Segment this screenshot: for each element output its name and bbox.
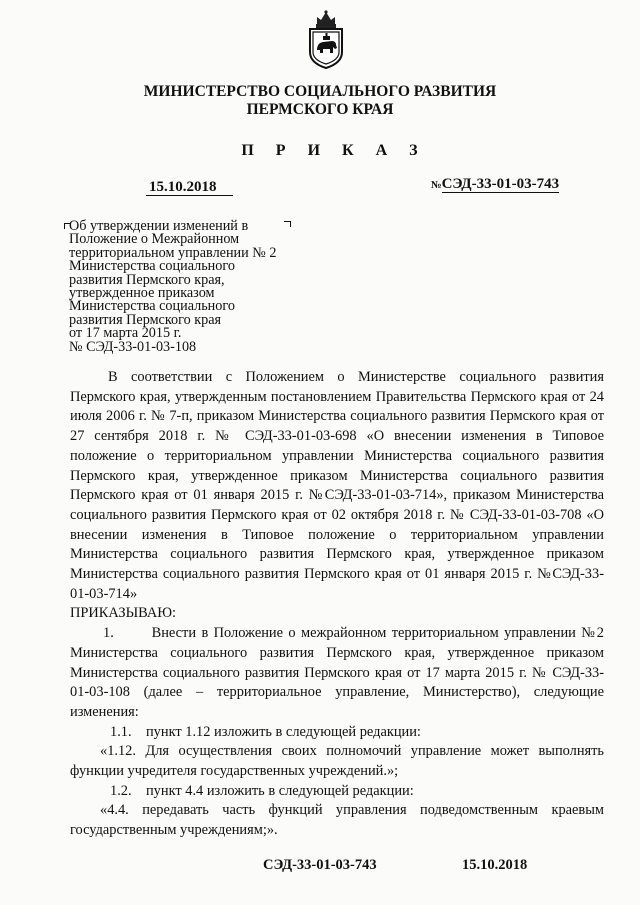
order-number-value: СЭД-33-01-03-743 xyxy=(441,176,560,192)
footer-number: СЭД-33-01-03-743 xyxy=(263,857,377,873)
subject-line: от 17 марта 2015 г. xyxy=(69,325,182,342)
order-directive: ПРИКАЗЫВАЮ: xyxy=(70,605,177,622)
order-number xyxy=(431,176,559,194)
item-1-2-text: «4.4. передавать часть функций управления подведомственным краевым государственным учреждениям;». xyxy=(70,802,604,839)
subject-line: Министерства социального xyxy=(69,258,235,275)
order-date: 15.10.2018 xyxy=(146,179,233,196)
order-subject xyxy=(69,220,309,354)
subject-line: развития Пермского края, xyxy=(69,271,225,288)
preamble-paragraph: В соответствии с Положением о Министерстве социального развития Пермского края, утвержденным постановлением Правительства Пермского края от 24 июля 2006 г. № 7-п, приказом Министерства социального развития Пермского края от 27 сентября 2018 г. № СЭД-33-01-03-698 «О внесении изменения в Типовое положение о территориальном управлении Министерства социального развития Пермского края, утвержденное приказом Министерства социального развития Пермского края от 01 января 2015 г. №СЭД-33-01-03-714», приказом Министерства социального развития Пермского края от 02 октября 2018 г. № СЭД-33-01-03-708 «О внесении изменения в Типовое положение о территориальном управлении Министерства социального развития Пермского края, утвержденное приказом Министерства социального развития Пермского края от 01 января 2015 г. №СЭД-33-01-03-714» xyxy=(70,369,604,602)
perm-krai-coat-of-arms-icon xyxy=(302,8,350,70)
subject-line: развития Пермского края xyxy=(69,311,222,328)
item-1-1: 1.1. пункт 1.12 изложить в следующей редакции: xyxy=(110,723,421,740)
footer-date: 15.10.2018 xyxy=(462,857,528,873)
subject-line: территориальном управлении № 2 xyxy=(69,244,277,261)
ministry-name-line1: МИНИСТЕРСТВО СОЦИАЛЬНОГО РАЗВИТИЯ xyxy=(143,83,497,100)
subject-line: № СЭД-33-01-03-108 xyxy=(69,338,197,355)
subject-line: утвержденное приказом xyxy=(69,285,215,302)
item-1-1-text: «1.12. Для осуществления своих полномочий управление может выполнять функции учредителя государственных учреждений.»; xyxy=(70,743,604,780)
ministry-name xyxy=(60,83,580,119)
subject-line: Министерства социального xyxy=(69,298,235,315)
subject-line: Положение о Межрайонном xyxy=(69,231,240,248)
item-1-2: 1.2. пункт 4.4 изложить в следующей редакции: xyxy=(110,782,414,799)
order-title: П Р И К А З xyxy=(241,142,427,159)
order-body xyxy=(70,368,604,841)
number-sign: № xyxy=(431,180,442,191)
ministry-name-line2: ПЕРМСКОГО КРАЯ xyxy=(246,101,394,118)
item-1: 1. Внести в Положение о межрайонном территориальном управлении №2 Министерства социального развития Пермского края, утвержденное приказом Министерства социального развития Пермского края от 17 марта 2015 г. № СЭД-33-01-03-108 (далее – территориальное управление, Министерство), следующие изменения: xyxy=(70,625,604,720)
subject-line: Об утверждении изменений в xyxy=(69,218,249,234)
